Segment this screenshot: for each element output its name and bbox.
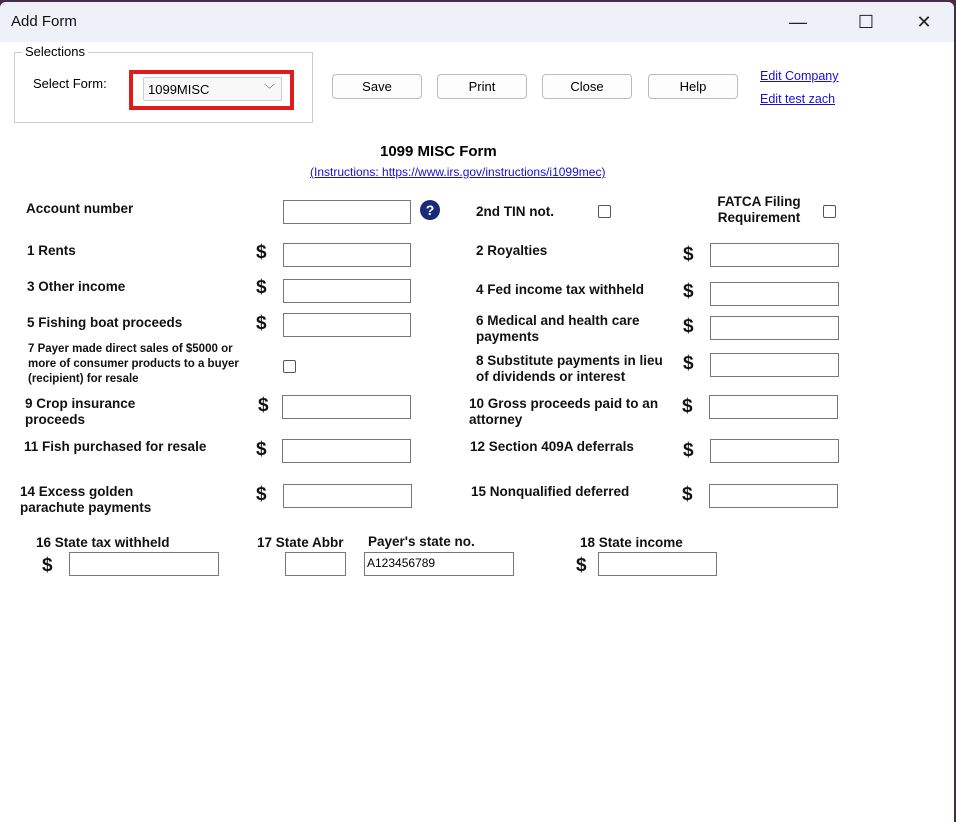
fed-tax-label: 4 Fed income tax withheld bbox=[476, 282, 645, 297]
nonqualified-input[interactable] bbox=[709, 484, 838, 508]
help-icon[interactable]: ? bbox=[420, 200, 440, 220]
dollar-icon: $ bbox=[683, 440, 694, 461]
state-income-label: 18 State income bbox=[580, 535, 683, 550]
dollar-icon: $ bbox=[258, 395, 269, 416]
window-title: Add Form bbox=[11, 13, 77, 30]
state-abbr-label: 17 State Abbr bbox=[257, 535, 344, 550]
second-tin-checkbox[interactable] bbox=[598, 205, 611, 218]
save-button[interactable]: Save bbox=[332, 74, 422, 99]
direct-sales-checkbox[interactable] bbox=[283, 360, 296, 373]
maximize-button[interactable]: ☐ bbox=[857, 12, 875, 32]
fishing-boat-label: 5 Fishing boat proceeds bbox=[27, 315, 183, 330]
rents-input[interactable] bbox=[283, 243, 411, 267]
fish-purchased-label: 11 Fish purchased for resale bbox=[24, 439, 207, 454]
state-tax-input[interactable] bbox=[69, 552, 219, 576]
direct-sales-label: 7 Payer made direct sales of $5000 or more of consumer products to a buyer (recipient) for resale bbox=[28, 343, 239, 385]
dollar-icon: $ bbox=[256, 277, 267, 298]
account-number-label: Account number bbox=[26, 201, 134, 216]
dollar-icon: $ bbox=[256, 439, 267, 460]
medical-input[interactable] bbox=[710, 316, 839, 340]
payer-state-label: Payer's state no. bbox=[368, 534, 475, 549]
state-tax-label: 16 State tax withheld bbox=[36, 535, 170, 550]
dollar-icon: $ bbox=[682, 484, 693, 505]
close-window-button[interactable]: ✕ bbox=[916, 12, 932, 32]
medical-label: 6 Medical and health care payments bbox=[476, 313, 640, 344]
add-form-window bbox=[0, 2, 954, 822]
fishing-boat-input[interactable] bbox=[283, 313, 411, 337]
second-tin-label: 2nd TIN not. bbox=[476, 204, 554, 219]
substitute-payments-label: 8 Substitute payments in lieu of dividends or interest bbox=[476, 353, 663, 384]
instructions-link[interactable]: (Instructions: https://www.irs.gov/instructions/i1099mec) bbox=[310, 165, 606, 179]
fed-tax-input[interactable] bbox=[710, 282, 839, 306]
gross-proceeds-label: 10 Gross proceeds paid to an attorney bbox=[469, 396, 659, 427]
account-number-input[interactable] bbox=[283, 200, 411, 224]
payer-state-input[interactable]: A123456789 bbox=[364, 552, 514, 576]
dollar-icon: $ bbox=[683, 316, 694, 337]
state-income-input[interactable] bbox=[598, 552, 717, 576]
gross-proceeds-input[interactable] bbox=[709, 395, 838, 419]
close-button[interactable]: Close bbox=[542, 74, 632, 99]
dollar-icon: $ bbox=[683, 281, 694, 302]
help-button[interactable]: Help bbox=[648, 74, 738, 99]
other-income-label: 3 Other income bbox=[27, 279, 126, 294]
dollar-icon: $ bbox=[576, 555, 587, 576]
dollar-icon: $ bbox=[682, 396, 693, 417]
dollar-icon: $ bbox=[683, 244, 694, 265]
fish-purchased-input[interactable] bbox=[282, 439, 411, 463]
selections-legend: Selections bbox=[22, 44, 88, 59]
dollar-icon: $ bbox=[683, 353, 694, 374]
section-409a-input[interactable] bbox=[710, 439, 839, 463]
dollar-icon: $ bbox=[256, 484, 267, 505]
select-form-dropdown[interactable] bbox=[143, 77, 282, 101]
title-bar bbox=[0, 2, 954, 42]
dollar-icon: $ bbox=[256, 313, 267, 334]
minimize-button[interactable]: — bbox=[789, 12, 807, 32]
royalties-input[interactable] bbox=[710, 243, 839, 267]
substitute-payments-input[interactable] bbox=[710, 353, 839, 377]
royalties-label: 2 Royalties bbox=[476, 243, 548, 258]
rents-label: 1 Rents bbox=[27, 243, 76, 258]
edit-company-link[interactable]: Edit Company bbox=[760, 69, 839, 83]
chevron-down-icon: ﹀ bbox=[264, 84, 275, 96]
golden-parachute-input[interactable] bbox=[283, 484, 412, 508]
fatca-label: FATCA Filing Requirement bbox=[717, 194, 801, 225]
print-button[interactable]: Print bbox=[437, 74, 527, 99]
other-income-input[interactable] bbox=[283, 279, 411, 303]
select-form-value: 1099MISC bbox=[148, 82, 210, 97]
form-title: 1099 MISC Form bbox=[380, 143, 497, 160]
section-409a-label: 12 Section 409A deferrals bbox=[470, 439, 634, 454]
crop-insurance-label: 9 Crop insurance proceeds bbox=[25, 396, 136, 427]
select-form-label: Select Form: bbox=[33, 76, 107, 91]
dollar-icon: $ bbox=[256, 242, 267, 263]
dollar-icon: $ bbox=[42, 555, 53, 576]
crop-insurance-input[interactable] bbox=[282, 395, 411, 419]
edit-test-link[interactable]: Edit test zach bbox=[760, 92, 836, 106]
fatca-checkbox[interactable] bbox=[823, 205, 836, 218]
state-abbr-input[interactable] bbox=[285, 552, 346, 576]
golden-parachute-label: 14 Excess golden parachute payments bbox=[20, 484, 152, 515]
nonqualified-label: 15 Nonqualified deferred bbox=[471, 484, 630, 499]
